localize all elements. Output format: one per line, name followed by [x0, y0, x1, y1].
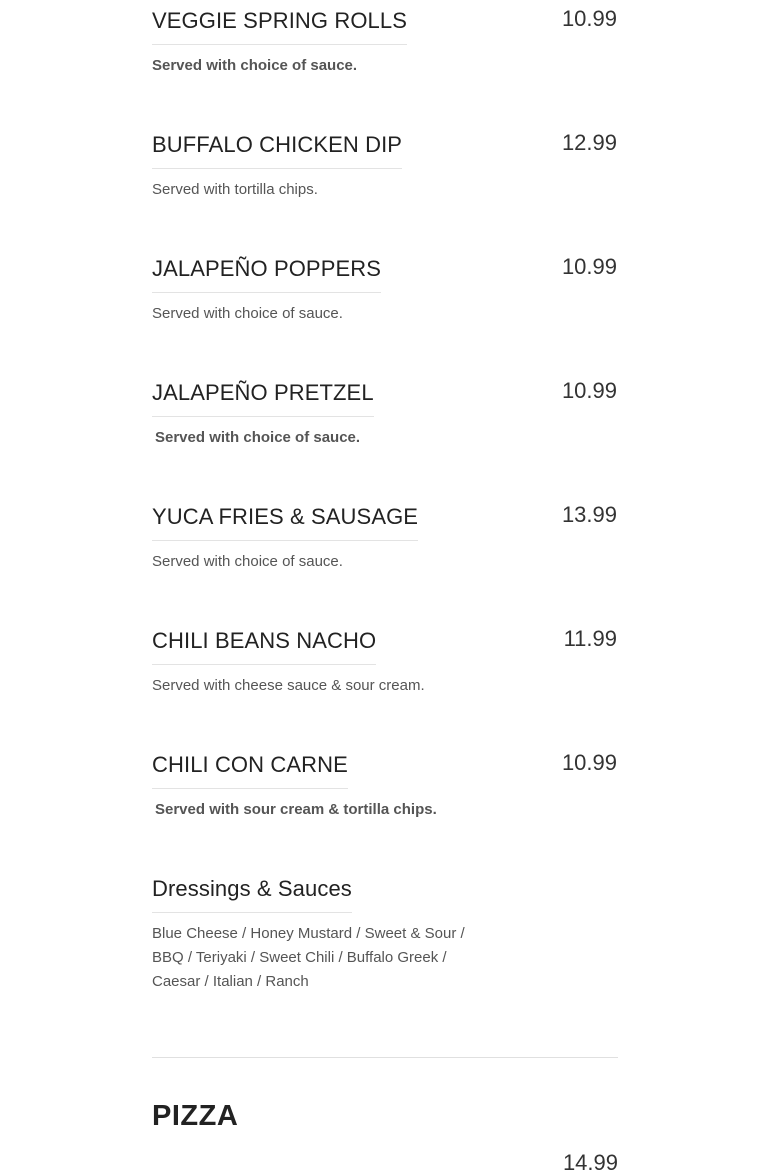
item-price: 12.99 [561, 130, 617, 155]
menu-item-buffalo-chicken-dip [152, 124, 618, 248]
item-description: Served with cheese sauce & sour cream. [152, 677, 425, 694]
menu-item-dressings-sauces [152, 868, 618, 1048]
item-price: 10.99 [561, 254, 617, 279]
item-price: 10.99 [561, 6, 617, 31]
item-name: VEGGIE SPRING ROLLS [152, 0, 407, 45]
item-name: JALAPEÑO PRETZEL [152, 372, 374, 417]
item-description: Served with choice of sauce. [155, 429, 361, 446]
item-description: Blue Cheese / Honey Mustard / Sweet & Sour / BBQ / Teriyaki / Sweet Chili / Buffalo Greek / Caesar / Italian / Ranch [152, 925, 465, 990]
item-price: 10.99 [561, 378, 617, 403]
item-description: Served with tortilla chips. [152, 181, 318, 198]
section-divider [152, 1057, 618, 1058]
item-name: CHILI CON CARNE [152, 744, 348, 789]
menu-item-chili-beans-nacho [152, 620, 618, 744]
menu-item-jalapeno-poppers [152, 248, 618, 372]
item-description: Served with choice of sauce. [152, 305, 343, 322]
item-description: Served with choice of sauce. [152, 553, 343, 570]
item-name: CHILI BEANS NACHO [152, 620, 376, 665]
item-price: 11.99 [563, 626, 617, 651]
item-name: JALAPEÑO POPPERS [152, 248, 381, 293]
item-description: Served with sour cream & tortilla chips. [155, 801, 437, 818]
menu-item-jalapeno-pretzel [152, 372, 618, 496]
item-price: 14.99 [562, 1150, 618, 1175]
item-name: YUCA FRIES & SAUSAGE [152, 496, 418, 541]
section-title-pizza: PIZZA [152, 1100, 239, 1132]
appetizer-menu [152, 0, 618, 1048]
item-description: Served with choice of sauce. [152, 57, 358, 74]
menu-item-yuca-fries-sausage [152, 496, 618, 620]
item-price: 10.99 [561, 750, 617, 775]
item-name: BUFFALO CHICKEN DIP [152, 124, 402, 169]
item-price: 13.99 [561, 502, 617, 527]
menu-item-chili-con-carne [152, 744, 618, 868]
menu-item-veggie-spring-rolls [152, 0, 618, 124]
item-name: Dressings & Sauces [152, 868, 352, 913]
